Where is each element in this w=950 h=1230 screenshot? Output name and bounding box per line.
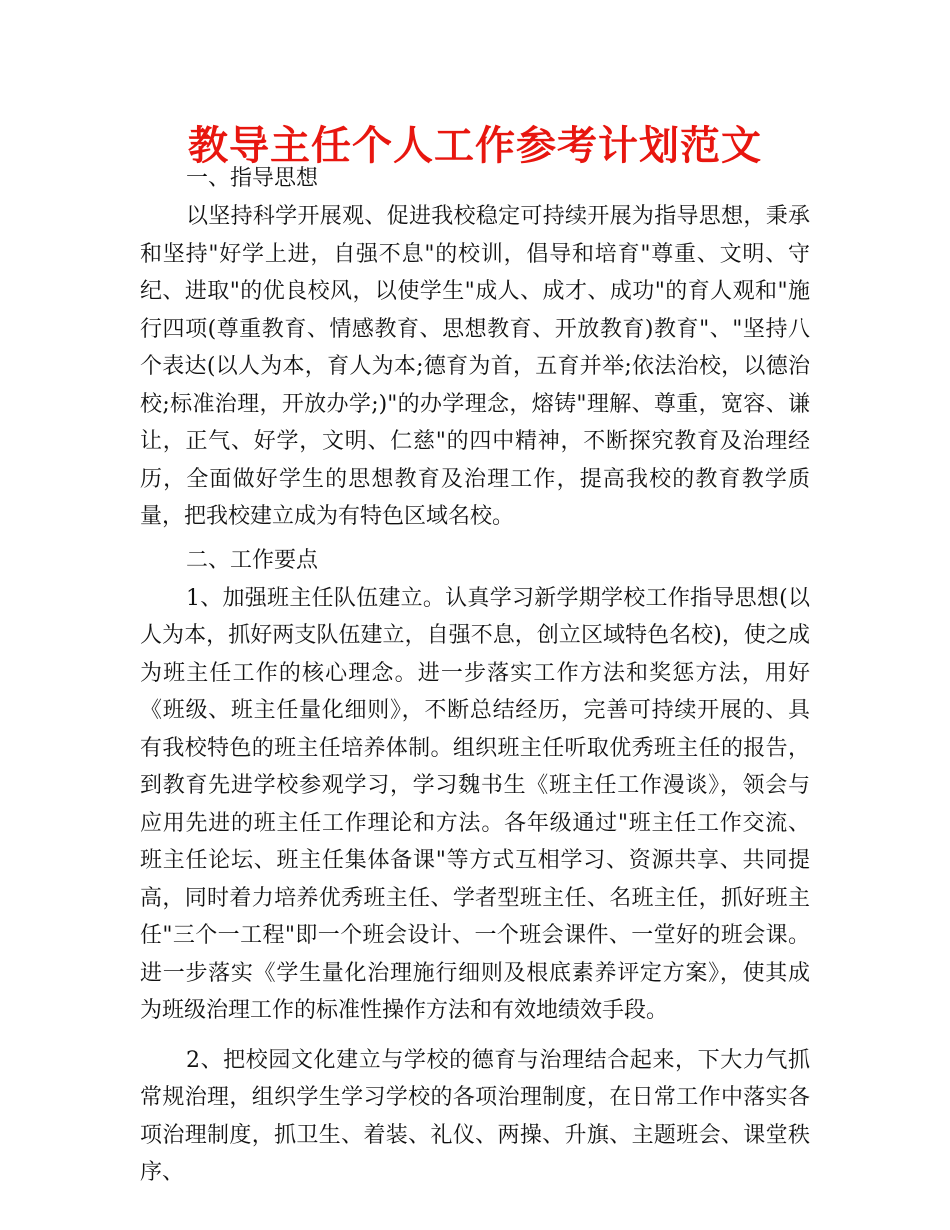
body-paragraph: 2、把校园文化建立与学校的德育与治理结合起来，下大力气抓常规治理，组织学生学习学校的各项治理制度，在日常工作中落实各项治理制度，抓卫生、着装、礼仪、两操、升旗、主题班会、课堂秩序、 [140, 1047, 810, 1185]
body-paragraph: 以坚持科学开展观、促进我校稳定可持续开展为指导思想，秉承和坚持"好学上进，自强不息"的校训，倡导和培育"尊重、文明、守纪、进取"的优良校风，以使学生"成人、成才、成功"的育人观和"施行四项(尊重教育、情感教育、思想教育、开放教育)教育"、"坚持八个表达(以人为本，育人为本;德育为首，五育并举;依法治校，以德治校;标准治理，开放办学;)"的办学理念，熔铸"理解、尊重，宽容、谦让，正气、好学，文明、仁慈"的四中精神，不断探究教育及治理经历，全面做好学生的思想教育及治理工作，提高我校的教育教学质量，把我校建立成为有特色区域名校。 [140, 204, 810, 529]
document-body [140, 160, 810, 1192]
body-paragraph: 1、加强班主任队伍建立。认真学习新学期学校工作指导思想(以人为本，抓好两支队伍建立，自强不息，创立区域特色名校)，使之成为班主任工作的核心理念。进一步落实工作方法和奖惩方法，用好《班级、班主任量化细则》，不断总结经历，完善可持续开展的、具有我校特色的班主任培养体制。组织班主任听取优秀班主任的报告，到教育先进学校参观学习，学习魏书生《班主任工作漫谈》，领会与应用先进的班主任工作理论和方法。各年级通过"班主任工作交流、班主任论坛、班主任集体备课"等方式互相学习、资源共享、共同提高，同时着力培养优秀班主任、学者型班主任、名班主任，抓好班主任"三个一工程"即一个班会设计、一个班会课件、一堂好的班会课。进一步落实《学生量化治理施行细则及根底素养评定方案》，使其成为班级治理工作的标准性操作方法和有效地绩效手段。 [140, 585, 810, 1023]
document-title: 教导主任个人工作参考计划范文 [188, 123, 762, 169]
section-heading: 二、工作要点 [186, 547, 319, 573]
section-heading: 一、指导思想 [186, 166, 319, 191]
